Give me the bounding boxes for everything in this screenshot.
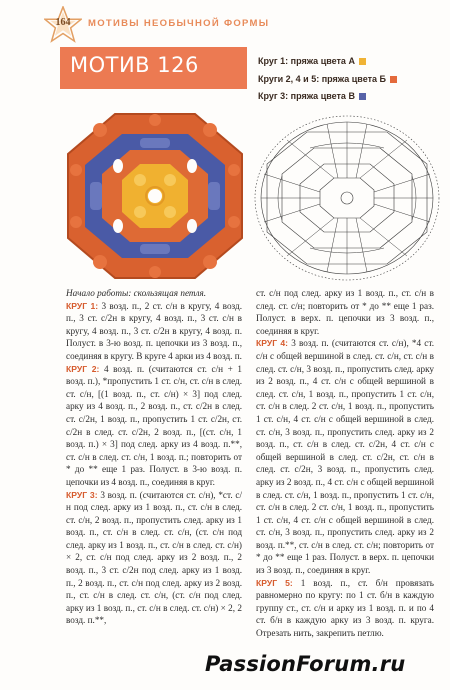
round-1 bbox=[66, 300, 242, 363]
round-text: 3 возд. п., 2 ст. с/н в кругу, 4 возд. п., 3 ст. с/2н в кругу, 4 возд. п., 3 ст. с/н в кругу, 4 возд. п., 3 ст. с/2н в кругу, 4 возд. п. Полуст. в 3-ю возд. п. цепочки из 3 возд. п., соединяя в кругу. В круге 4 арки из 4 возд. п. bbox=[66, 300, 242, 361]
watermark: PassionForum.ru bbox=[205, 652, 406, 676]
round-heading: КРУГ 1: bbox=[66, 300, 99, 311]
legend-label: Круги 2, 4 и 5: пряжа цвета Б bbox=[258, 73, 386, 84]
section-title: МОТИВЫ НЕОБЫЧНОЙ ФОРМЫ bbox=[88, 18, 270, 29]
round-2 bbox=[66, 363, 242, 489]
legend-item bbox=[258, 53, 397, 71]
round-heading: КРУГ 2: bbox=[66, 363, 100, 374]
round-text: 3 возд. п. (считаются ст. с/н), *4 ст. с/н с общей вершиной в след. ст. с/н, ст. с/н в след. ст. с/н, 3 возд. п., пропустить след. арку из 2 возд. п., 4 ст. с/н с общей вершиной в след. ст. с/н, 1 возд. п., пропустить 1 ст. с/н, ст. с/н в след. 2 ст. с/н, 1 возд. п., пропустить 1 ст. с/н, 4 ст. с/н с общей вершиной в след. ст. с/н, 3 возд. п., пропустить след. арку из 2 возд. п., ст. с/н в след. ст. с/2н, 4 ст. с/н с общей вершиной в след. ст. с/2н, ст. с/н в след. ст. с/2н, 3 возд. п., пропустить след. арку из 2 возд. п., 4 ст. с/н с общей вершиной в след. ст. с/н, 1 возд. п., пропустить 1 ст. с/н, ст. с/н в след. 2 ст. с/н, 1 возд. п., пропустить 1 ст. с/н, 4 ст. с/н с общей вершиной в след. ст. с/н, 3 возд. п., пропустить след. арку из 2 возд. п.**, ст. с/н в след. ст. с/н; повторить от * до ** еще 1 раз. Полуст. в верх. п. цепочки из 3 возд. п., соединяя в круг. bbox=[256, 338, 435, 576]
legend-item bbox=[258, 71, 397, 89]
motif-photo bbox=[60, 110, 250, 282]
start-note: Начало работы: скользящая петля. bbox=[66, 288, 207, 298]
round-5 bbox=[256, 577, 434, 640]
instructions-column-right bbox=[256, 287, 434, 640]
round-text: 3 возд. п. (считаются ст. с/н), *ст. с/н под след. арку из 1 возд. п., ст. с/н в след. ст. с/н, 2 возд. п., пропустить след. арку из 1 возд. п., ст. с/н в след. ст. с/н, (ст. с/н под след. арку из 1 возд. п., ст. с/н в след. ст. с/н) × 2, ст. с/н под след. арку из 2 возд. п., 2 возд. п., 3 ст. с/2н под след. арку из 1 возд. п., 2 возд. п., ст. с/н под след. арку из 2 возд. п., ст. с/н в след. ст. с/н, (ст. с/н под след. арку из 1 возд. п., ст. с/н в след. ст. с/н) × 2, 2 возд. п.**, bbox=[66, 489, 242, 626]
page-number: 164 bbox=[55, 17, 71, 28]
round-4 bbox=[256, 337, 434, 576]
legend-label: Круг 1: пряжа цвета А bbox=[258, 56, 355, 66]
color-swatch bbox=[359, 58, 366, 65]
legend-label: Круг 3: пряжа цвета В bbox=[258, 91, 355, 101]
color-legend bbox=[258, 53, 397, 106]
color-swatch bbox=[359, 93, 366, 100]
round-3 bbox=[66, 489, 242, 628]
round-3-continued: ст. с/н под след. арку из 1 возд. п., ст. с/н в след. ст. с/н; повторить от * до ** еще 1 раз. Полуст. в верх. п. цепочки из 3 возд. п., соединяя в круг. bbox=[256, 288, 434, 336]
instructions-column-left bbox=[66, 287, 242, 627]
round-text: 4 возд. п. (считаются ст. с/н + 1 возд. п.), *пропустить 1 ст. с/н, ст. с/н в след. ст. с/н, [(1 возд. п., ст. с/н) × 3] под след. арку из 4 возд. п., 2 возд. п., ст. с/2н в след. ст. с/2н, 1 возд. п., пропустить 1 ст. с/2н, ст. с/2н в след. ст. с/2н, 2 возд. п., [(ст. с/н, 1 возд. п.) × 3] под след. арку из 4 возд. п.**, ст. с/н в след. ст. с/н, 1 возд. п.; повторить от * до ** еще 1 раз. Полуст. в 3-ю возд. п. цепочки из 4 возд. п., соединяя в круг. bbox=[66, 363, 242, 487]
crochet-diagram bbox=[252, 112, 442, 284]
legend-item bbox=[258, 88, 397, 106]
motif-title: МОТИВ 126 bbox=[70, 53, 199, 77]
color-swatch bbox=[390, 76, 397, 83]
round-heading: КРУГ 4: bbox=[256, 338, 289, 349]
round-text: 1 возд. п., ст. б/н провязать равномерно по кругу: по 1 ст. б/н в каждую группу ст., ст. с/н и арку из 1 возд. п. и по 4 ст. б/н в каждую арку из 3 возд. п. круга. Отрезать нить, закрепить петлю. bbox=[256, 577, 434, 639]
round-heading: КРУГ 5: bbox=[256, 577, 293, 588]
round-heading: КРУГ 3: bbox=[66, 489, 98, 500]
